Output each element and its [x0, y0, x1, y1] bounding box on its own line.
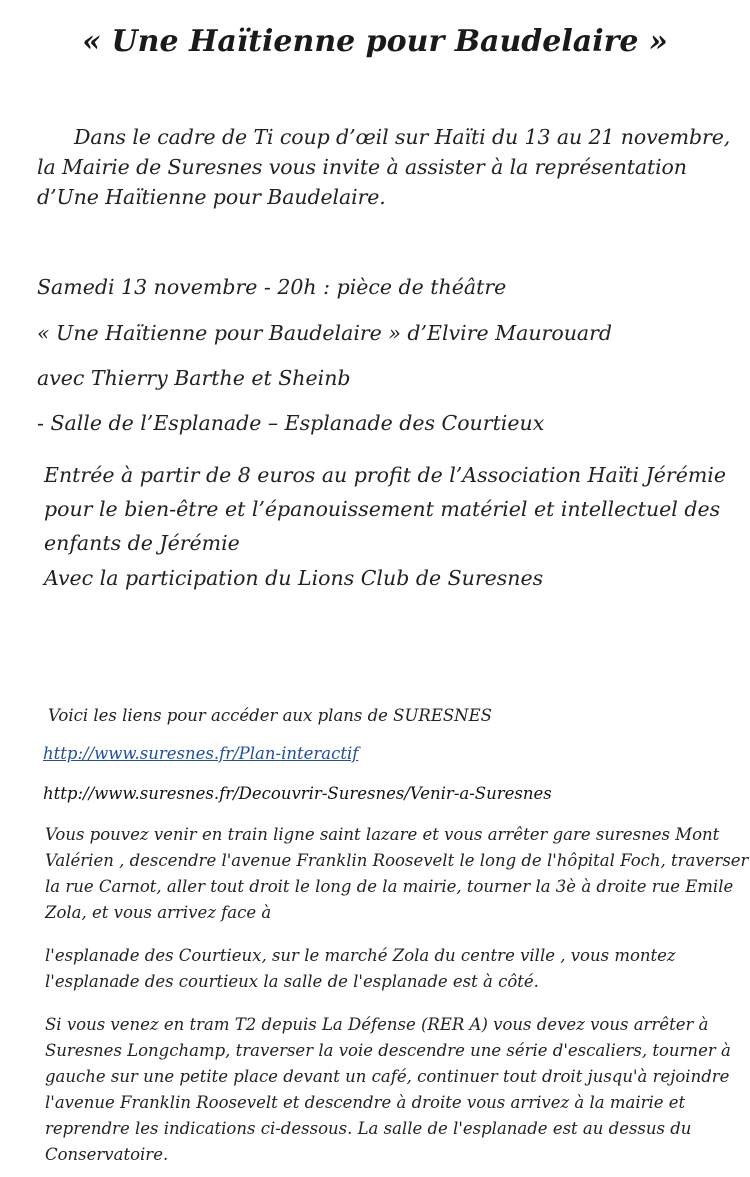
event-play-line: « Une Haïtienne pour Baudelaire » d’Elvire Maurouard — [37, 321, 613, 345]
event-venue-line: - Salle de l’Esplanade – Esplanade des Courtieux — [37, 411, 545, 435]
entry-paragraph: Entrée à partir de 8 euros au profit de l’Association Haïti Jérémie pour le bien-être et l’épanouissement matériel et intellectuel des enfants de Jérémie — [44, 463, 726, 555]
train-directions-paragraph: Vous pouvez venir en train ligne saint lazare et vous arrêter gare suresnes Mont Valérien , descendre l'avenue Franklin Roosevelt le long de l'hôpital Foch, traverser la rue Carnot, aller tout droit le long de la mairie, tourner la 3è à droite rue Emile Zola, et vous arrivez face à — [45, 825, 749, 922]
document-title: « Une Haïtienne pour Baudelaire » — [82, 24, 668, 59]
venir-a-suresnes-url: http://www.suresnes.fr/Decouvrir-Suresnes/Venir-a-Suresnes — [43, 784, 552, 803]
esplanade-directions-paragraph: l'esplanade des Courtieux, sur le marché Zola du centre ville , vous montez l'esplanade des courtieux la salle de l'esplanade est à côté. — [45, 946, 676, 991]
intro-text: Dans le cadre de Ti coup d’œil sur Haïti du 13 au 21 novembre, la Mairie de Suresnes vous invite à assister à la représentation d’Une Haïtienne pour Baudelaire. — [37, 125, 731, 209]
links-intro: Voici les liens pour accéder aux plans de SURESNES — [48, 706, 492, 725]
event-cast-line: avec Thierry Barthe et Sheinb — [37, 366, 351, 390]
plan-interactif-link[interactable]: http://www.suresnes.fr/Plan-interactif — [43, 744, 359, 763]
participation-line: Avec la participation du Lions Club de Suresnes — [44, 566, 544, 590]
event-date-line: Samedi 13 novembre - 20h : pièce de théâtre — [37, 275, 507, 299]
tram-directions-paragraph: Si vous venez en tram T2 depuis La Défense (RER A) vous devez vous arrêter à Suresnes Longchamp, traverser la voie descendre une série d'escaliers, tourner à gauche sur une petite place devant un café, continuer tout droit jusqu'à rejoindre l'avenue Franklin Roosevelt et descendre à droite vous arrivez à la mairie et reprendre les indications ci-dessous. La salle de l'esplanade est au dessus du Conservatoire. — [45, 1015, 731, 1164]
intro-paragraph — [37, 122, 737, 212]
